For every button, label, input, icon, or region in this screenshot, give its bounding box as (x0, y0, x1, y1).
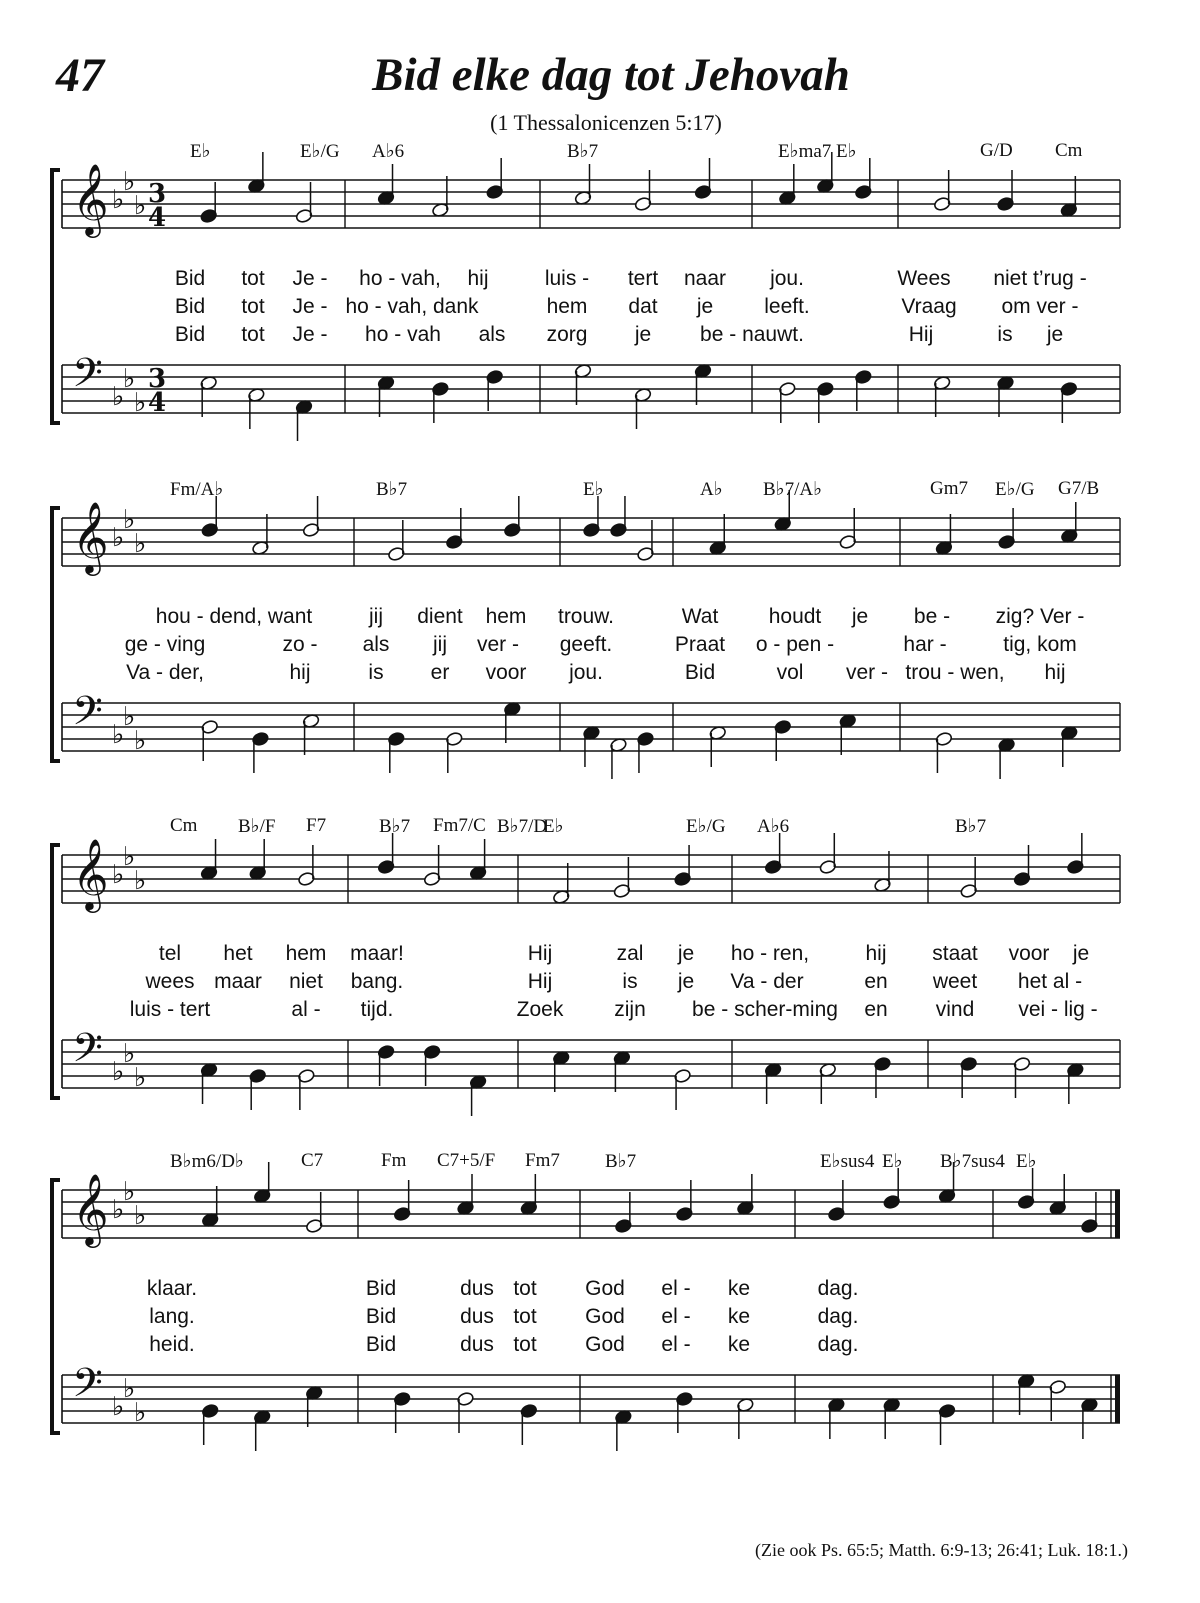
lyric-syllable: ho - vah, dank (345, 295, 479, 318)
chord-symbols (0, 815, 1200, 845)
lyrics-block (0, 267, 1200, 351)
lyric-syllable: je (696, 295, 714, 318)
time-signature-denominator: 4 (148, 203, 167, 233)
lyric-syllable: je (1046, 323, 1064, 346)
lyric-syllable: houdt (768, 605, 822, 628)
lyric-syllable: het al - (1017, 970, 1083, 993)
lyric-syllable: je (1072, 942, 1090, 965)
lyric-syllable: maar! (350, 942, 404, 965)
lyric-syllable: o - pen - (755, 633, 835, 656)
lyrics-block (0, 1277, 1200, 1361)
lyric-syllable: el - (661, 1277, 691, 1300)
lyric-syllable: dient (417, 605, 463, 628)
flat-icon: ♭ (123, 505, 136, 535)
chord-symbols (0, 140, 1200, 170)
chord-symbol: B♭7 (567, 141, 599, 162)
lyric-syllable: Bid (365, 1333, 397, 1356)
lyric-syllable: dat (628, 295, 658, 318)
chord-symbol: Cm (170, 815, 198, 836)
flat-icon: ♭ (134, 1398, 147, 1428)
flat-icon: ♭ (134, 388, 147, 418)
chord-symbol: E♭/G (686, 816, 726, 837)
lyric-syllable: zo - (282, 633, 318, 656)
lyric-syllable: tot (241, 295, 265, 318)
lyric-syllable: ke (727, 1277, 751, 1300)
chord-symbol: E♭ (1016, 1151, 1037, 1172)
verse-line-3 (0, 323, 1200, 351)
flat-icon: ♭ (123, 842, 136, 872)
flat-icon: ♭ (123, 1374, 136, 1404)
chord-symbol: Cm (1055, 140, 1083, 161)
final-barline-thick (1115, 1375, 1120, 1423)
bass-staff (62, 350, 1120, 418)
flat-icon: ♭ (123, 702, 136, 732)
lyric-syllable: het (223, 942, 253, 965)
lyric-syllable: jij (433, 633, 447, 656)
lyric-syllable: tijd. (360, 998, 394, 1021)
chord-symbol: B♭7sus4 (940, 1151, 1005, 1172)
lyric-syllable: tot (513, 1333, 537, 1356)
lyric-syllable: tig, kom (1003, 633, 1077, 656)
flat-icon: ♭ (134, 1063, 147, 1093)
treble-staff (62, 1172, 1120, 1248)
chord-symbol: B♭7 (955, 816, 987, 837)
music-system (0, 1150, 1200, 1460)
lyric-syllable: weet (932, 970, 978, 993)
final-barline-thick (1115, 1190, 1120, 1238)
lyric-syllable: en (864, 970, 888, 993)
chord-symbol: E♭/G (300, 141, 340, 162)
lyric-syllable: naar (683, 267, 727, 290)
chord-symbol: B♭7 (376, 479, 408, 500)
lyric-syllable: is (997, 323, 1013, 346)
lyric-syllable: Zoek (516, 998, 564, 1021)
chord-symbols (0, 478, 1200, 508)
chord-symbol: E♭ (190, 141, 211, 162)
lyric-syllable: be - nauwt. (700, 323, 804, 346)
chord-symbol: E♭ (882, 1151, 903, 1172)
lyric-syllable: hij (467, 267, 489, 290)
verse-line-2 (0, 1305, 1200, 1333)
lyric-syllable: je (634, 323, 652, 346)
flat-icon: ♭ (112, 523, 125, 553)
flat-icon: ♭ (123, 167, 136, 197)
lyric-syllable: Bid (174, 323, 206, 346)
lyric-syllable: zal (616, 942, 644, 965)
lyric-syllable: jij (369, 605, 383, 628)
scripture-reference: (1 Thessalonicenzen 5:17) (490, 110, 722, 135)
lyric-syllable: zorg (546, 323, 588, 346)
lyric-syllable: jou. (569, 661, 603, 684)
lyric-syllable: Bid (365, 1277, 397, 1300)
song-number: 47 (56, 49, 104, 102)
time-signature-numerator: 3 (148, 179, 167, 209)
bass-clef-icon: 𝄢 (72, 688, 103, 744)
lyric-syllable: hou - dend, want (155, 605, 313, 628)
chord-symbol: C7+5/F (437, 1150, 496, 1171)
lyric-syllable: voor (1008, 942, 1050, 965)
flat-icon: ♭ (112, 860, 125, 890)
lyric-syllable: als (362, 633, 390, 656)
chord-symbol: E♭/G (995, 479, 1035, 500)
lyric-syllable: hem (485, 605, 527, 628)
chord-symbol: A♭6 (757, 816, 790, 837)
lyric-syllable: vol (776, 661, 804, 684)
lyric-syllable: Je - (292, 267, 328, 290)
chord-symbol: F7 (306, 815, 327, 836)
lyric-syllable: be - (913, 605, 951, 628)
lyric-syllable: heid. (149, 1333, 195, 1356)
lyric-syllable: als (478, 323, 506, 346)
lyric-syllable: leeft. (764, 295, 810, 318)
flat-icon: ♭ (134, 726, 147, 756)
flat-icon: ♭ (134, 529, 147, 559)
chord-symbol: G7/B (1058, 478, 1100, 499)
lyric-syllable: niet (289, 970, 323, 993)
lyric-syllable: hij (865, 942, 887, 965)
lyric-syllable: Hij (527, 942, 553, 965)
lyric-syllable: luis - tert (129, 998, 211, 1021)
lyric-syllable: Je - (292, 295, 328, 318)
verse-line-2 (0, 633, 1200, 661)
lyric-syllable: vind (935, 998, 975, 1021)
lyric-syllable: hij (1044, 661, 1066, 684)
lyric-syllable: God (585, 1333, 625, 1356)
lyric-syllable: klaar. (146, 1277, 198, 1300)
chord-symbol: Fm (381, 1150, 407, 1171)
chord-symbols (0, 1150, 1200, 1180)
chord-symbol: C7 (301, 1150, 324, 1171)
chord-symbol: Fm/A♭ (170, 479, 224, 500)
lyric-syllable: tot (241, 267, 265, 290)
chord-symbol: A♭ (700, 479, 723, 500)
chord-symbol: B♭m6/D♭ (170, 1151, 244, 1172)
treble-clef-icon: 𝄞 (72, 162, 109, 235)
chord-symbol: E♭ (583, 479, 604, 500)
lyric-syllable: el - (661, 1333, 691, 1356)
lyric-syllable: Bid (684, 661, 716, 684)
verse-line-1 (0, 267, 1200, 295)
lyric-syllable: staat (932, 942, 978, 965)
treble-clef-icon: 𝄞 (72, 837, 109, 910)
lyric-syllable: Wees (897, 267, 951, 290)
lyric-syllable: je (677, 970, 695, 993)
chord-symbol: Fm7 (525, 1150, 560, 1171)
chord-symbol: B♭7 (379, 816, 411, 837)
lyric-syllable: wees (145, 970, 195, 993)
lyric-syllable: en (864, 998, 888, 1021)
flat-icon: ♭ (112, 1195, 125, 1225)
lyric-syllable: zig? Ver - (995, 605, 1085, 628)
lyrics-block (0, 605, 1200, 689)
lyric-syllable: tot (241, 323, 265, 346)
flat-icon: ♭ (134, 191, 147, 221)
lyric-syllable: ho - vah (365, 323, 441, 346)
time-signature-numerator: 3 (148, 364, 167, 394)
verse-line-2 (0, 970, 1200, 998)
chord-symbol: B♭7/A♭ (763, 479, 823, 500)
lyric-syllable: geeft. (559, 633, 613, 656)
lyric-syllable: dus (460, 1333, 494, 1356)
lyric-syllable: Hij (908, 323, 934, 346)
lyric-syllable: ge - ving (124, 633, 206, 656)
treble-clef-icon: 𝄞 (72, 1172, 109, 1245)
verse-line-3 (0, 1333, 1200, 1361)
music-system (0, 815, 1200, 1125)
lyric-syllable: is (368, 661, 384, 684)
lyric-syllable: hij (289, 661, 311, 684)
lyric-syllable: Je - (292, 323, 328, 346)
flat-icon: ♭ (112, 720, 125, 750)
bass-clef-icon: 𝄢 (72, 1360, 103, 1416)
flat-icon: ♭ (112, 1057, 125, 1087)
chord-symbol: E♭ (836, 141, 857, 162)
chord-symbol: B♭/F (238, 816, 276, 837)
lyric-syllable: trouw. (557, 605, 615, 628)
verse-line-1 (0, 942, 1200, 970)
lyric-syllable: Bid (365, 1305, 397, 1328)
verse-line-1 (0, 605, 1200, 633)
treble-clef-icon: 𝄞 (72, 500, 109, 573)
lyric-syllable: tel (158, 942, 182, 965)
lyric-syllable: dus (460, 1277, 494, 1300)
chord-symbol: Fm7/C (433, 815, 486, 836)
bass-clef-icon: 𝄢 (72, 350, 103, 406)
flat-icon: ♭ (112, 185, 125, 215)
lyric-syllable: Wat (681, 605, 719, 628)
treble-staff (62, 837, 1120, 913)
lyric-syllable: je (677, 942, 695, 965)
chord-symbol: E♭sus4 (820, 1151, 875, 1172)
flat-icon: ♭ (123, 1177, 136, 1207)
bass-clef-icon: 𝄢 (72, 1025, 103, 1081)
lyric-syllable: hem (546, 295, 588, 318)
lyric-syllable: maar (214, 970, 262, 993)
lyric-syllable: ke (727, 1333, 751, 1356)
lyric-syllable: Hij (527, 970, 553, 993)
lyric-syllable: Bid (174, 295, 206, 318)
treble-staff (62, 162, 1120, 238)
lyric-syllable: tot (513, 1277, 537, 1300)
lyric-syllable: God (585, 1277, 625, 1300)
flat-icon: ♭ (123, 1039, 136, 1069)
lyric-syllable: dag. (817, 1305, 859, 1328)
lyric-syllable: er (430, 661, 450, 684)
chord-symbol: E♭ma7 (778, 141, 832, 162)
time-signature-denominator: 4 (148, 388, 167, 418)
lyric-syllable: God (585, 1305, 625, 1328)
lyric-syllable: Praat (674, 633, 726, 656)
lyric-syllable: tot (513, 1305, 537, 1328)
flat-icon: ♭ (134, 1201, 147, 1231)
lyric-syllable: Vraag (901, 295, 957, 318)
song-title: Bid elke dag tot Jehovah (372, 49, 850, 101)
lyric-syllable: luis - (544, 267, 590, 290)
flat-icon: ♭ (134, 866, 147, 896)
music-system (0, 140, 1200, 450)
lyric-syllable: je (851, 605, 869, 628)
chord-symbol: G/D (980, 140, 1013, 161)
bass-staff (62, 1360, 1120, 1428)
lyric-syllable: trou - wen, (905, 661, 1005, 684)
chord-symbol: B♭7/D (497, 816, 548, 837)
lyric-syllable: hem (285, 942, 327, 965)
lyric-syllable: dus (460, 1305, 494, 1328)
flat-icon: ♭ (112, 1392, 125, 1422)
lyric-syllable: tert (627, 267, 659, 290)
bass-staff (62, 688, 1120, 756)
lyrics-block (0, 942, 1200, 1026)
chord-symbol: Gm7 (930, 478, 968, 499)
lyric-syllable: voor (485, 661, 527, 684)
see-also-footer: (Zie ook Ps. 65:5; Matth. 6:9-13; 26:41; Luk. 18:1.) (755, 1540, 1128, 1560)
lyric-syllable: niet t’rug - (993, 267, 1087, 290)
chord-symbol: E♭ (543, 816, 564, 837)
lyric-syllable: Va - der, (126, 661, 204, 684)
lyric-syllable: ho - ren, (730, 942, 810, 965)
lyric-syllable: ho - vah, (359, 267, 441, 290)
lyric-syllable: om ver - (1001, 295, 1079, 318)
lyric-syllable: zijn (614, 998, 646, 1021)
lyric-syllable: ver - (477, 633, 519, 656)
lyric-syllable: bang. (350, 970, 404, 993)
verse-line-3 (0, 661, 1200, 689)
lyric-syllable: vei - lig - (1018, 998, 1098, 1021)
chord-symbol: A♭6 (372, 141, 405, 162)
lyric-syllable: dag. (817, 1333, 859, 1356)
lyric-syllable: al - (291, 998, 321, 1021)
lyric-syllable: lang. (149, 1305, 195, 1328)
verse-line-2 (0, 295, 1200, 323)
lyric-syllable: is (622, 970, 638, 993)
verse-line-3 (0, 998, 1200, 1026)
lyric-syllable: ke (727, 1305, 751, 1328)
lyric-syllable: jou. (770, 267, 804, 290)
treble-staff (62, 500, 1120, 576)
flat-icon: ♭ (112, 382, 125, 412)
music-system (0, 478, 1200, 788)
verse-line-1 (0, 1277, 1200, 1305)
lyric-syllable: har - (903, 633, 947, 656)
flat-icon: ♭ (123, 364, 136, 394)
chord-symbol: B♭7 (605, 1151, 637, 1172)
lyric-syllable: be - scher-ming (692, 998, 838, 1021)
lyric-syllable: Bid (174, 267, 206, 290)
lyric-syllable: el - (661, 1305, 691, 1328)
lyric-syllable: ver - (846, 661, 888, 684)
lyric-syllable: Va - der (730, 970, 804, 993)
lyric-syllable: dag. (817, 1277, 859, 1300)
bass-staff (62, 1025, 1120, 1093)
